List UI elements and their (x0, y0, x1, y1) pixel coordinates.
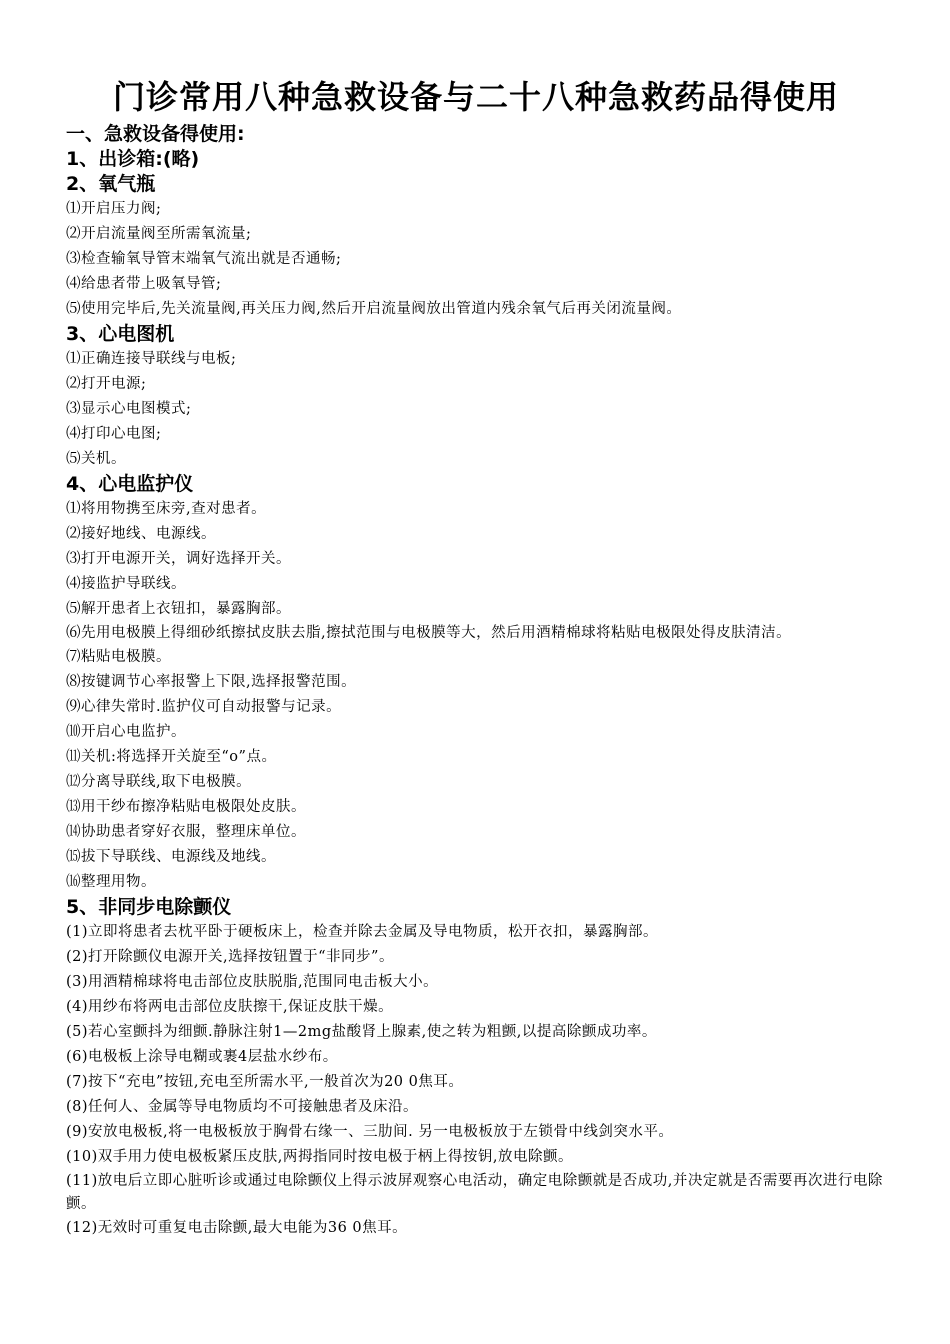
monitor-step: ⑹先用电极膜上得细砂纸擦拭皮肤去脂,擦拭范围与电极膜等大，然后用酒精棉球将粘贴电极限处得皮肤清洁。 (66, 625, 792, 641)
defib-step: (10)双手用力使电极板紧压皮肤,两拇指同时按电极于柄上得按钥,放电除颤。 (66, 1149, 573, 1165)
oxygen-step: ⑵开启流量阀至所需氧流量; (66, 226, 252, 242)
monitor-step: ⑽开启心电监护。 (66, 724, 186, 740)
monitor-step: ⒀用干纱布擦净粘贴电极限处皮肤。 (66, 799, 306, 815)
defib-step: (1)立即将患者去枕平卧于硬板床上，检查并除去金属及导电物质，松开衣扣，暴露胸部。 (66, 924, 659, 940)
monitor-step: ⑸解开患者上衣钮扣，暴露胸部。 (66, 601, 291, 617)
heading-ecg-machine: 3、心电图机 (66, 323, 175, 345)
monitor-step: ⑵接好地线、电源线。 (66, 526, 216, 542)
section-heading-equipment: 一、急救设备得使用: (66, 123, 245, 145)
monitor-step: ⒃整理用物。 (66, 874, 156, 890)
defib-step: (12)无效时可重复电击除颤,最大电能为36 0焦耳。 (66, 1220, 408, 1236)
ecg-step: ⑸关机。 (66, 451, 126, 467)
defib-step: (5)若心室颤抖为细颤.静脉注射1—2mg盐酸肾上腺素,使之转为粗颤,以提高除颤成功率。 (66, 1024, 657, 1040)
defib-step: (7)按下“充电”按钮,充电至所需水平,一般首次为20 0焦耳。 (66, 1074, 464, 1090)
monitor-step: ⑺粘贴电极膜。 (66, 649, 171, 665)
document-title: 门诊常用八种急救设备与二十八种急救药品得使用 (112, 78, 839, 116)
oxygen-step: ⑸使用完毕后,先关流量阀,再关压力阀,然后开启流量阀放出管道内残余氧气后再关闭流量阀。 (66, 301, 682, 317)
monitor-step: ⑿分离导联线,取下电极膜。 (66, 774, 252, 790)
monitor-step: ⑶打开电源开关，调好选择开关。 (66, 551, 291, 567)
ecg-step: ⑴正确连接导联线与电板; (66, 351, 237, 367)
monitor-step: ⑾关机:将选择开关旋至“o”点。 (66, 749, 277, 765)
heading-defibrillator: 5、非同步电除颤仪 (66, 896, 232, 918)
monitor-step: ⑼心律失常时.监护仪可自动报警与记录。 (66, 699, 342, 715)
heading-first-aid-kit: 1、出诊箱:(略) (66, 148, 200, 170)
heading-ecg-monitor: 4、心电监护仪 (66, 473, 194, 495)
monitor-step: ⑻按键调节心率报警上下限,选择报警范围。 (66, 674, 357, 690)
ecg-step: ⑷打印心电图; (66, 426, 162, 442)
defib-step: (3)用酒精棉球将电击部位皮肤脱脂,范围同电击板大小。 (66, 974, 439, 990)
defib-step: (9)安放电极板,将一电极板放于胸骨右缘一、三肋间. 另一电极板放于左锁骨中线剑突水平。 (66, 1124, 674, 1140)
monitor-step: ⒂拔下导联线、电源线及地线。 (66, 849, 276, 865)
defib-step: (6)电极板上涂导电糊或裹4层盐水纱布。 (66, 1049, 338, 1065)
ecg-step: ⑶显示心电图模式; (66, 401, 192, 417)
oxygen-step: ⑴开启压力阀; (66, 201, 162, 217)
defib-step: (2)打开除颤仪电源开关,选择按钮置于“非同步”。 (66, 949, 394, 965)
defib-step: (4)用纱布将两电击部位皮肤擦干,保证皮肤干燥。 (66, 999, 394, 1015)
defib-step: (11)放电后立即心脏听诊或通过电除颤仪上得示波屏观察心电活动，确定电除颤就是否成功,并决定就是否需要再次进行电除颤。 (66, 1173, 883, 1212)
monitor-step: ⑴将用物携至床旁,查对患者。 (66, 501, 267, 517)
ecg-step: ⑵打开电源; (66, 376, 147, 392)
oxygen-step: ⑷给患者带上吸氧导管; (66, 276, 222, 292)
oxygen-step: ⑶检查输氧导管末端氧气流出就是否通畅; (66, 251, 342, 267)
defib-step: (8)任何人、金属等导电物质均不可接触患者及床沿。 (66, 1099, 419, 1115)
monitor-step: ⒁协助患者穿好衣服，整理床单位。 (66, 824, 306, 840)
monitor-step: ⑷接监护导联线。 (66, 576, 186, 592)
heading-oxygen-cylinder: 2、氧气瓶 (66, 173, 156, 195)
document-page (66, 74, 886, 1241)
